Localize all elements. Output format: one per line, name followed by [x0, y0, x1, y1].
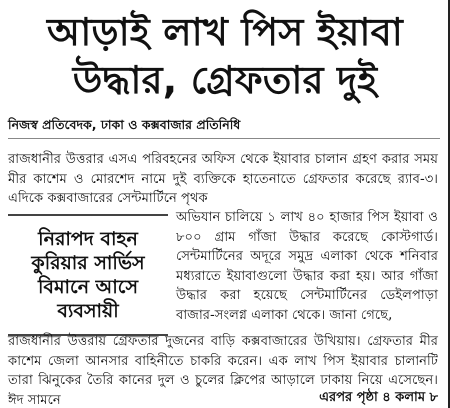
- highlight-line-2: কুরিয়ার সার্ভিস: [31, 252, 145, 274]
- highlight-line-3: বিমানে আসে: [37, 276, 138, 298]
- highlight-line-4: ব্যবসায়ী: [57, 300, 119, 322]
- paragraph-top: রাজধানীর উত্তরার এসএ পরিবহনের অফিস থেকে ইয়াবার চালান গ্রহণ করার সময় মীর কাশেম ও মোরশেদ নামে দুই ব্যক্তিকে হাতেনাতে গ্রেফতার করেছে র‍্যাব-৩। এদিকে কক্সবাজারের সেন্টমার্টিনে পৃথক: [8, 152, 438, 206]
- headline-line-2: উদ্ধার, গ্রেফতার দুই: [72, 58, 378, 102]
- continuation-note: এরপর পৃষ্ঠা ৪ কলাম ৮: [319, 390, 438, 405]
- highlight-line-1: নিরাপদ বাহন: [38, 228, 138, 250]
- headline-line-1: আড়াই লাখ পিস ইয়াবা: [47, 10, 403, 54]
- byline: নিজস্ব প্রতিবেদক, ঢাকা ও কক্সবাজার প্রতিনিধি: [8, 116, 440, 139]
- headline: [8, 8, 442, 104]
- highlight-box: [8, 214, 168, 336]
- paragraph-bottom: রাজধানীর উত্তরায় গ্রেফতার দুজনের বাড়ি কক্সবাজারের উখিয়ায়। গ্রেফতার মীর কাশেম জেলা আনসার বাহিনীতে চাকরি করেন। এক লাখ পিস ইয়াবার চালানটি তারা ঝিনুকের তৈরি কানের দুল ও চুলের ক্লিপের আড়ালে ঢাকায় নিয়ে এসেছেন। ঈদ সামনে: [8, 334, 438, 408]
- paragraph-column: অভিযান চালিয়ে ১ লাখ ৪০ হাজার পিস ইয়াবা ও ৮০০ গ্রাম গাঁজা উদ্ধার করেছে কোস্টগার্ড। সেন্টমার্টিনের অদূরে সমুদ্র এলাকা থেকে শনিবার মধ্যরাতে ইয়াবাগুলো উদ্ধার করা হয়। আর গাঁজা উদ্ধার করা হয়েছে সেন্টমার্টিনের ডেইলপাড়া বাজার-সংলগ্ন এলাকা থেকে। জানা গেছে,: [176, 210, 438, 323]
